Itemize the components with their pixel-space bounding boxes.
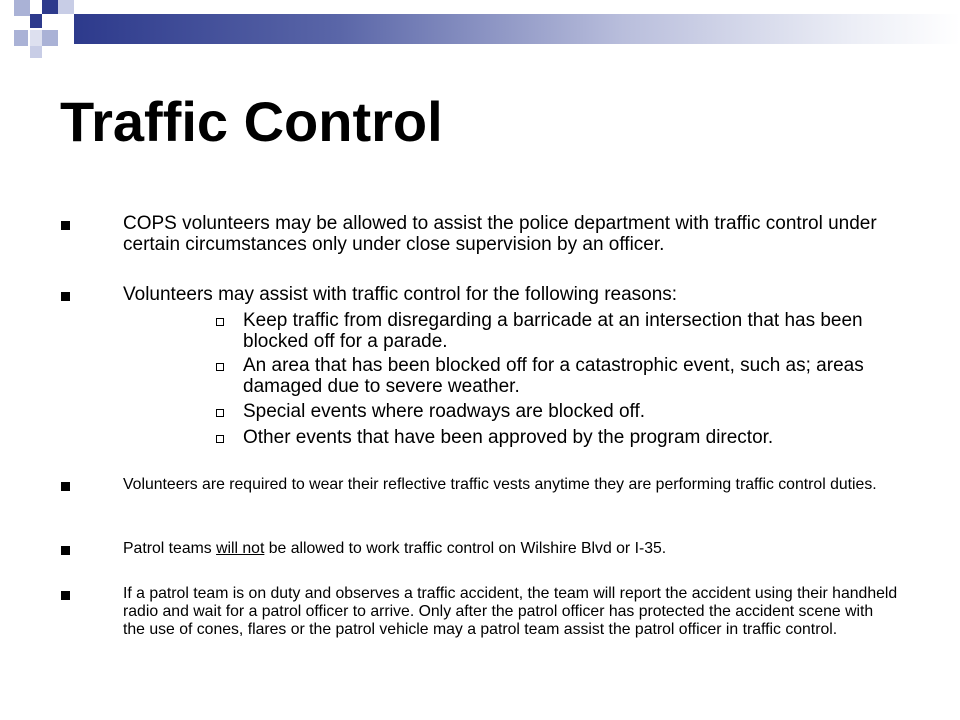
hollow-square-bullet-icon — [216, 435, 224, 443]
square-bullet-icon — [61, 591, 70, 600]
bullet-text: COPS volunteers may be allowed to assist the police department with traffic control under certain circumstances only under close supervision by an officer. — [123, 213, 877, 255]
header-square-decoration — [42, 0, 58, 14]
hollow-square-bullet-icon — [216, 318, 224, 326]
header-square-decoration — [30, 46, 42, 58]
header-square-decoration — [30, 30, 42, 46]
header-square-decoration — [42, 30, 58, 46]
sub-bullet-text: Keep traffic from disregarding a barricade at an intersection that has been blocked off for a parade. — [243, 310, 863, 352]
bullet-text: If a patrol team is on duty and observes a traffic accident, the team will report the accident using their handheld radio and wait for a patrol officer to arrive. Only after the patrol officer has protected the accident scene with the use of cones, flares or the patrol vehicle may a patrol team assist the patrol officer in traffic control. — [123, 585, 898, 638]
square-bullet-icon — [61, 292, 70, 301]
hollow-square-bullet-icon — [216, 409, 224, 417]
header-square-decoration — [58, 0, 74, 14]
header-square-decoration — [14, 30, 28, 46]
bullet-text-part: Patrol teams — [123, 540, 217, 557]
slide-title: Traffic Control — [60, 90, 443, 153]
header-square-decoration — [30, 14, 42, 28]
hollow-square-bullet-icon — [216, 363, 224, 371]
emphasis-text: will not — [216, 540, 265, 557]
square-bullet-icon — [61, 482, 70, 491]
square-bullet-icon — [61, 221, 70, 230]
sub-bullet-text: Special events where roadways are blocked off. — [243, 401, 646, 422]
bullet-text: Volunteers are required to wear their reflective traffic vests anytime they are performing traffic control duties. — [123, 476, 877, 493]
sub-bullet-text: Other events that have been approved by the program director. — [243, 427, 774, 448]
bullet-text-part: be allowed to work traffic control on Wilshire Blvd or I-35. — [264, 540, 667, 557]
header-square-decoration — [14, 0, 30, 16]
bullet-text — [123, 540, 898, 558]
bullet-text: Volunteers may assist with traffic control for the following reasons: — [123, 284, 678, 305]
sub-bullet-text: An area that has been blocked off for a catastrophic event, such as; areas damaged due to severe weather. — [243, 355, 864, 397]
header-gradient-bar — [74, 14, 960, 44]
square-bullet-icon — [61, 546, 70, 555]
